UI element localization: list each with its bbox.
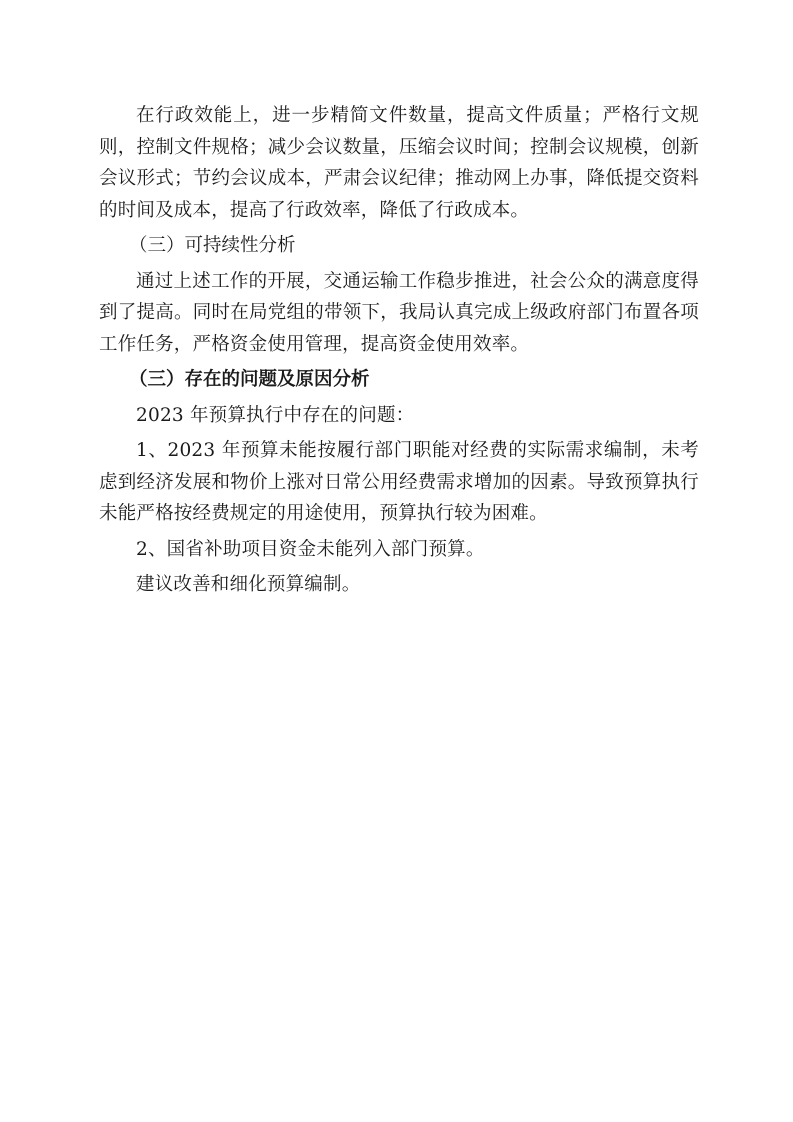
paragraph-problem-2: 2、国省补助项目资金未能列入部门预算。	[136, 538, 485, 560]
paragraph-problem-1: 1、2023 年预算未能按履行部门职能对经费的实际需求编制，未考虑到经济发展和物价上涨对日常公用经费需求增加的因素。导致预算执行未能严格按经费规定的用途使用，预算执行较为困难。	[99, 440, 699, 524]
paragraph-suggestion: 建议改善和细化预算编制。	[136, 574, 361, 595]
heading-sustainability-analysis: （三）可持续性分析	[129, 235, 296, 256]
heading-problems-analysis: （三）存在的问题及原因分析	[129, 369, 370, 390]
document-body	[99, 100, 699, 601]
paragraph-problems-intro: 2023 年预算执行中存在的问题：	[136, 404, 415, 426]
paragraph-work-results: 通过上述工作的开展，交通运输工作稳步推进，社会公众的满意度得到了提高。同时在局党组的带领下，我局认真完成上级政府部门布置各项工作任务，严格资金使用管理，提高资金使用效率。	[99, 270, 699, 355]
paragraph-administrative-efficiency: 在行政效能上，进一步精简文件数量，提高文件质量；严格行文规则，控制文件规格；减少会议数量，压缩会议时间；控制会议规模，创新会议形式；节约会议成本，严肃会议纪律；推动网上办事，降低提交资料的时间及成本，提高了行政效率，降低了行政成本。	[99, 105, 699, 221]
